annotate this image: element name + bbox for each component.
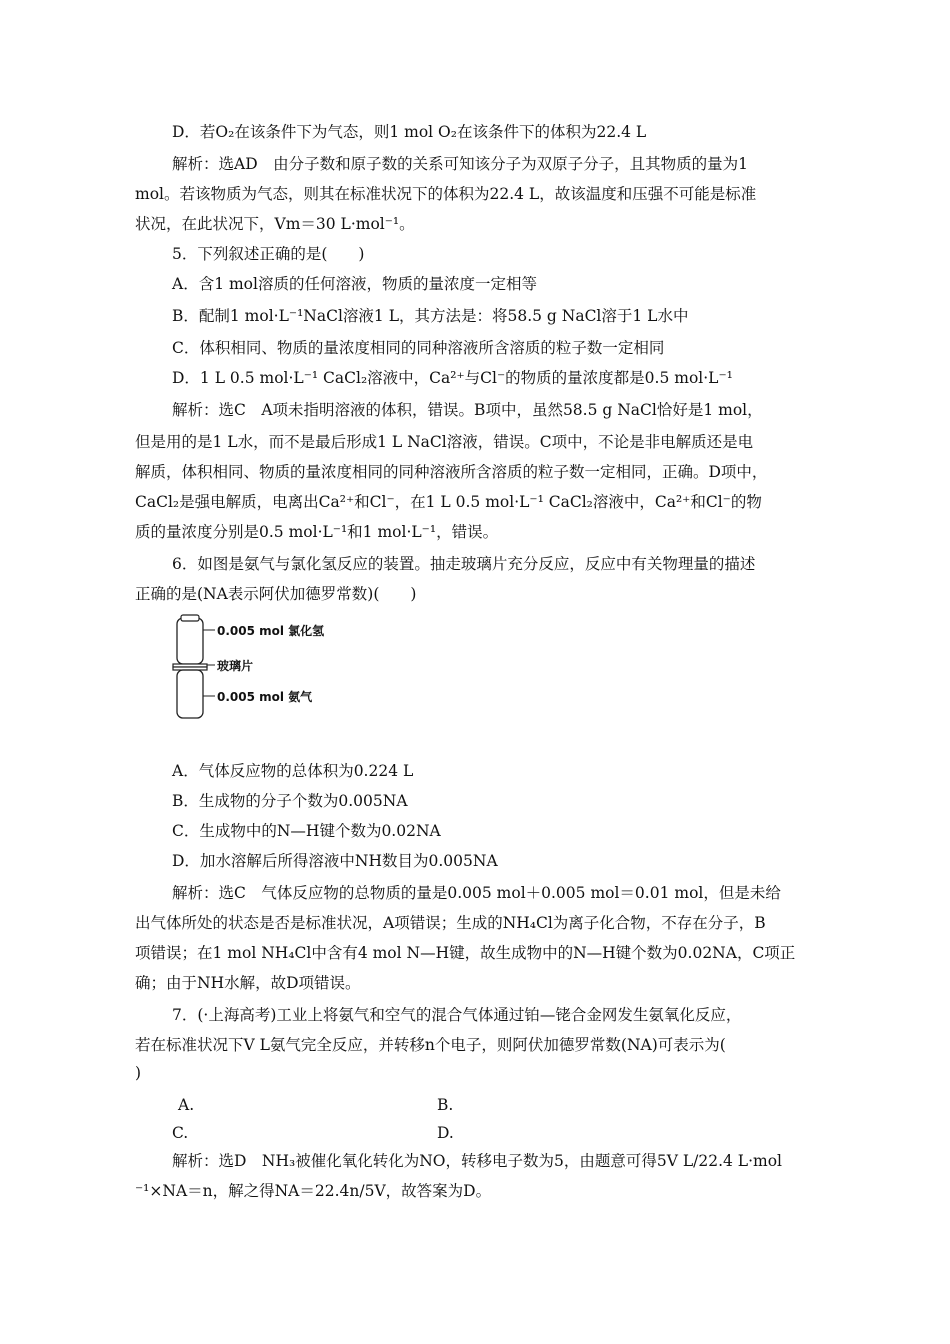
q5-stem: 5．下列叙述正确的是( ): [172, 245, 365, 263]
q6-analysis-line-4: 确；由于NH水解，故D项错误。: [135, 974, 361, 992]
q4-analysis-line-1: 解析：选AD 由分子数和原子数的关系可知该分子为双原子分子，且其物质的量为1: [172, 155, 748, 173]
upper-gas-jar: [177, 618, 203, 664]
q5-analysis-line-4: CaCl₂是强电解质，电离出Ca²⁺和Cl⁻，在1 L 0.5 mol·L⁻¹ CaCl₂溶液中，Ca²⁺和Cl⁻的物: [135, 493, 762, 511]
figure-label-ammonia: 0.005 mol 氨气: [217, 690, 313, 704]
q6-analysis-line-3: 项错误；在1 mol NH₄Cl中含有4 mol N—H键，故生成物中的N—H键个数为0.02NA，C项正: [135, 944, 796, 962]
apparatus-figure: [165, 612, 345, 724]
q7-option-c: C.: [172, 1124, 189, 1142]
q6-analysis-line-1: 解析：选C 气体反应物的总物质的量是0.005 mol＋0.005 mol＝0.01 mol，但是未给: [172, 884, 781, 902]
q6-option-c: C．生成物中的N—H键个数为0.02NA: [172, 822, 441, 840]
q7-stem-line-3: ): [135, 1064, 142, 1082]
q7-analysis-line-2: ⁻¹×NA＝n，解之得NA＝22.4n/5V，故答案为D。: [135, 1182, 492, 1200]
q7-option-a: A.: [178, 1096, 195, 1114]
q4-option-d: D．若O₂在该条件下为气态，则1 mol O₂在该条件下的体积为22.4 L: [172, 123, 647, 141]
q6-option-d: D．加水溶解后所得溶液中NH数目为0.005NA: [172, 852, 498, 870]
q5-analysis-line-2: 但是用的是1 L水，而不是最后形成1 L NaCl溶液，错误。C项中，不论是非电解质还是电: [135, 433, 754, 451]
q7-option-d: D.: [437, 1124, 454, 1142]
figure-label-hcl: 0.005 mol 氯化氢: [217, 624, 325, 638]
q7-stem-line-2: 若在标准状况下V L氨气完全反应，并转移n个电子，则阿伏加德罗常数(NA)可表示为(: [135, 1036, 726, 1054]
q6-option-b: B．生成物的分子个数为0.005NA: [172, 792, 408, 810]
q4-analysis-line-3: 状况，在此状况下，Vm＝30 L·mol⁻¹。: [135, 215, 415, 233]
q5-option-a: A．含1 mol溶质的任何溶液，物质的量浓度一定相等: [172, 275, 537, 293]
q4-analysis-line-2: mol。若该物质为气态，则其在标准状况下的体积为22.4 L，故该温度和压强不可能是标准: [135, 185, 757, 203]
q5-analysis-line-5: 质的量浓度分别是0.5 mol·L⁻¹和1 mol·L⁻¹，错误。: [135, 523, 499, 541]
upper-jar-cap: [181, 615, 199, 621]
q5-analysis-line-3: 解质，体积相同、物质的量浓度相同的同种溶液所含溶质的粒子数一定相同，正确。D项中，: [135, 463, 768, 481]
q5-option-d: D．1 L 0.5 mol·L⁻¹ CaCl₂溶液中，Ca²⁺与Cl⁻的物质的量浓度都是0.5 mol·L⁻¹: [172, 369, 733, 387]
q5-option-b: B．配制1 mol·L⁻¹NaCl溶液1 L，其方法是：将58.5 g NaCl溶于1 L水中: [172, 307, 689, 325]
q7-analysis-line-1: 解析：选D NH₃被催化氧化转化为NO，转移电子数为5，由题意可得5V L/22.4 L·mol: [172, 1152, 782, 1170]
q7-option-b: B.: [437, 1096, 454, 1114]
q7-stem-line-1: 7．(·上海高考)工业上将氨气和空气的混合气体通过铂—铑合金网发生氨氧化反应，: [172, 1006, 742, 1024]
lower-gas-jar: [177, 670, 203, 718]
q6-option-a: A．气体反应物的总体积为0.224 L: [172, 762, 414, 780]
q6-stem-line-2: 正确的是(NA表示阿伏加德罗常数)( ): [135, 585, 417, 603]
q6-analysis-line-2: 出气体所处的状态是否是标准状况，A项错误；生成的NH₄Cl为离子化合物，不存在分子，B: [135, 914, 766, 932]
figure-label-glass-plate: 玻璃片: [217, 659, 254, 673]
q6-stem-line-1: 6．如图是氨气与氯化氢反应的装置。抽走玻璃片充分反应，反应中有关物理量的描述: [172, 555, 756, 573]
q5-option-c: C．体积相同、物质的量浓度相同的同种溶液所含溶质的粒子数一定相同: [172, 339, 665, 357]
q5-analysis-line-1: 解析：选C A项未指明溶液的体积，错误。B项中，虽然58.5 g NaCl恰好是1 mol，: [172, 401, 763, 419]
